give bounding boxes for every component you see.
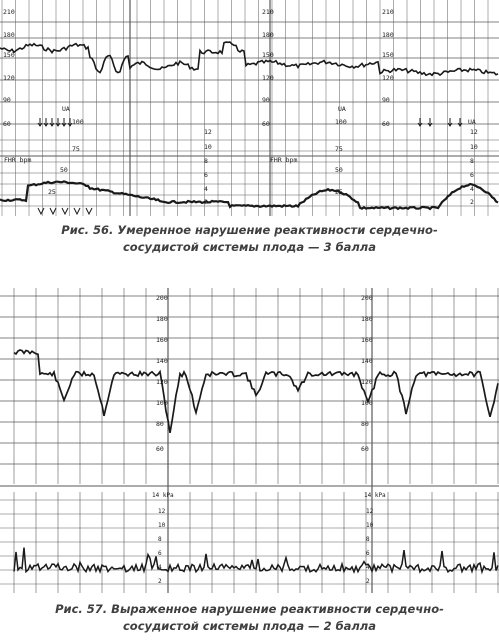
fhr-scale-label: 210 bbox=[262, 8, 274, 16]
fhr-scale-label: 210 bbox=[3, 8, 15, 16]
ua-label: UA bbox=[62, 105, 70, 113]
figure-56-caption bbox=[0, 222, 499, 256]
fhr-scale-label: 160 bbox=[361, 336, 373, 344]
fhr-scale-label: 180 bbox=[156, 315, 168, 323]
figure-57-caption-line-2: сосудистой системы плода — 2 балла bbox=[122, 619, 376, 633]
fhr-scale-label: 120 bbox=[382, 74, 394, 82]
ua-right-scale: 8 bbox=[470, 157, 474, 165]
kpa-scale-label: 8 bbox=[366, 536, 370, 543]
kpa-scale-label: 12 bbox=[366, 508, 374, 515]
ua-scale-label: 50 bbox=[335, 166, 343, 174]
fhr-scale-label: 90 bbox=[262, 96, 270, 104]
kpa-scale-label: 4 bbox=[158, 564, 162, 571]
fhr-label: FHR bpm bbox=[270, 156, 298, 164]
event-marker bbox=[418, 118, 422, 126]
fhr-scale-label: 140 bbox=[156, 357, 168, 365]
figure-57-caption bbox=[0, 601, 499, 635]
ua-label: UA bbox=[468, 118, 476, 126]
fhr-scale-label: 210 bbox=[382, 8, 394, 16]
ua-right-scale: 8 bbox=[204, 157, 208, 165]
movement-marker bbox=[74, 208, 80, 214]
ctg-trace-57-graphic bbox=[0, 288, 499, 593]
ua-right-scale: 4 bbox=[204, 185, 208, 193]
kpa-scale-label: 10 bbox=[158, 522, 166, 529]
fhr-scale-label: 100 bbox=[156, 399, 168, 407]
fhr-label: FHR bpm bbox=[4, 156, 32, 164]
kpa-scale-label: 6 bbox=[158, 550, 162, 557]
fhr-scale-label: 80 bbox=[361, 420, 369, 428]
ua-right-scale: 12 bbox=[204, 128, 212, 136]
ua-scale-label: 100 bbox=[72, 118, 84, 126]
kpa-scale-label: 8 bbox=[158, 536, 162, 543]
fhr-scale-label: 60 bbox=[262, 120, 270, 128]
fhr-scale-label: 160 bbox=[156, 336, 168, 344]
figure-56-caption-line-1: Рис. 56. Умеренное нарушение реактивности сердечно- bbox=[61, 223, 438, 237]
fhr-scale-label: 100 bbox=[361, 399, 373, 407]
ctg-trace-56-graphic bbox=[0, 0, 499, 216]
fhr-scale-label: 120 bbox=[3, 74, 15, 82]
ctg-trace-figure-56 bbox=[0, 0, 499, 216]
figure-56-caption-line-2: сосудистой системы плода — 3 балла bbox=[122, 240, 376, 254]
ua-scale-label: 25 bbox=[48, 188, 56, 196]
event-marker bbox=[44, 118, 48, 126]
fhr-scale-label: 150 bbox=[382, 51, 394, 59]
kpa-scale-label: 2 bbox=[366, 578, 370, 585]
movement-marker bbox=[38, 208, 44, 214]
ua-right-scale: 10 bbox=[204, 143, 212, 151]
fhr-curve-56 bbox=[0, 42, 498, 75]
kpa-scale-label: 2 bbox=[158, 578, 162, 585]
ua-right-scale: 6 bbox=[204, 171, 208, 179]
fhr-scale-label: 120 bbox=[156, 378, 168, 386]
event-marker bbox=[458, 118, 462, 126]
fhr-scale-label: 150 bbox=[3, 51, 15, 59]
fhr-scale-label: 180 bbox=[382, 31, 394, 39]
event-marker bbox=[448, 118, 452, 126]
kpa-label: 14 kPa bbox=[152, 492, 174, 499]
movement-marker bbox=[62, 208, 68, 214]
ua-right-scale: 12 bbox=[470, 128, 478, 136]
fhr-scale-label: 140 bbox=[361, 357, 373, 365]
ua-scale-label: 100 bbox=[335, 118, 347, 126]
fhr-scale-label: 80 bbox=[156, 420, 164, 428]
ua-right-scale: 2 bbox=[204, 198, 208, 206]
ua-right-scale: 10 bbox=[470, 143, 478, 151]
ua-scale-label: 75 bbox=[335, 145, 343, 153]
kpa-label: 14 kPa bbox=[364, 492, 386, 499]
fhr-scale-label: 120 bbox=[361, 378, 373, 386]
figure-57-caption-line-1: Рис. 57. Выраженное нарушение реактивности сердечно- bbox=[55, 602, 444, 616]
fhr-scale-label: 60 bbox=[361, 445, 369, 453]
ua-right-scale: 6 bbox=[470, 171, 474, 179]
fhr-scale-label: 90 bbox=[382, 96, 390, 104]
ua-right-scale: 2 bbox=[470, 198, 474, 206]
fhr-scale-label: 120 bbox=[262, 74, 274, 82]
ua-scale-label: 25 bbox=[335, 188, 343, 196]
kpa-scale-label: 4 bbox=[366, 564, 370, 571]
event-marker bbox=[428, 118, 432, 126]
fhr-scale-label: 150 bbox=[262, 51, 274, 59]
fhr-scale-label: 180 bbox=[262, 31, 274, 39]
event-marker bbox=[38, 118, 42, 126]
fhr-scale-label: 180 bbox=[3, 31, 15, 39]
ua-right-scale: 4 bbox=[470, 185, 474, 193]
fhr-scale-label: 60 bbox=[156, 445, 164, 453]
ua-label: UA bbox=[338, 105, 346, 113]
fhr-scale-label: 60 bbox=[382, 120, 390, 128]
kpa-scale-label: 10 bbox=[366, 522, 374, 529]
event-marker bbox=[56, 118, 60, 126]
ctg-trace-figure-57 bbox=[0, 288, 499, 593]
ua-scale-label: 50 bbox=[60, 166, 68, 174]
movement-marker bbox=[50, 208, 56, 214]
fhr-scale-label: 180 bbox=[361, 315, 373, 323]
fhr-scale-label: 200 bbox=[156, 294, 168, 302]
fhr-scale-label: 90 bbox=[3, 96, 11, 104]
fhr-scale-label: 200 bbox=[361, 294, 373, 302]
kpa-scale-label: 12 bbox=[158, 508, 166, 515]
event-marker bbox=[62, 118, 66, 126]
ua-scale-label: 75 bbox=[72, 145, 80, 153]
kpa-scale-label: 6 bbox=[366, 550, 370, 557]
movement-marker bbox=[86, 208, 92, 214]
event-marker bbox=[50, 118, 54, 126]
fhr-scale-label: 60 bbox=[3, 120, 11, 128]
